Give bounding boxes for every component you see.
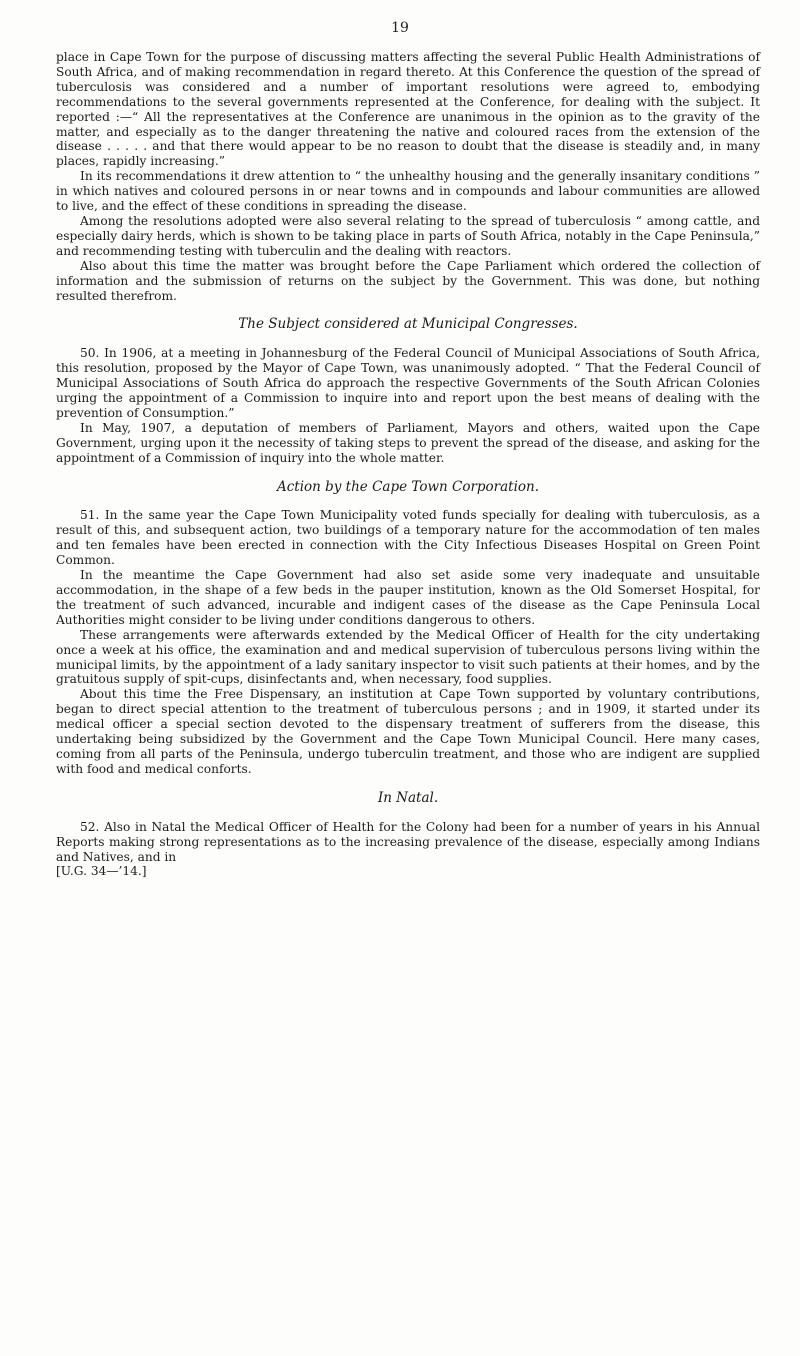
paragraph: About this time the Free Dispensary, an institution at Cape Town supported by voluntary contributions, began to direct special attention to the treatment of tuberculous persons ; and in 1909, it started under its medical officer a special section devoted to the dispensary treatment of sufferers from the disease, this undertaking being subsidized by the Government and the Cape Town Municipal Council. Here many cases, coming from all parts of the Peninsula, undergo tuberculin treatment, and those who are indigent are supplied with food and medical conforts. xyxy=(56,687,760,776)
paragraph: 51. In the same year the Cape Town Municipality voted funds specially for dealing with tuberculosis, as a result of this, and subsequent action, two buildings of a temporary nature for the accommodation of ten males and ten females have been erected in connection with the City Infectious Diseases Hospital on Green Point Common. xyxy=(56,508,760,568)
section-heading: In Natal. xyxy=(377,789,439,806)
section-heading: The Subject considered at Municipal Congresses. xyxy=(238,316,578,333)
section-heading: Action by the Cape Town Corporation. xyxy=(276,478,540,495)
paragraph: In its recommendations it drew attention to “ the unhealthy housing and the generally insanitary conditions ” in which natives and coloured persons in or near towns and in compounds and labour communities are allowed to live, and the effect of these conditions in spreading the disease. xyxy=(56,169,760,214)
paragraph: Among the resolutions adopted were also several relating to the spread of tuberculosis “ among cattle, and especially dairy herds, which is shown to be taking place in parts of South Africa, notably in the Cape Peninsula,” and recommending testing with tuberculin and the dealing with reactors. xyxy=(56,213,760,258)
document-reference: [U.G. 34—’14.] xyxy=(56,864,147,879)
paragraph: place in Cape Town for the purpose of discussing matters affecting the several Public Health Administrations of South Africa, and of making recommendation in regard thereto. At this Conference the question of the spread of tuberculosis was considered and a number of important resolutions were agreed to, embodying recommendations to the several governments represented at the Conference, for dealing with the subject. It reported :—“ All the representatives at the Conference are unanimous in the opinion as to the gravity of the matter, and especially as to the danger threatening the native and coloured races from the extension of the disease . . . . . and that there would appear to be no reason to doubt that the disease is steadily and, in many places, rapidly increasing.” xyxy=(56,50,760,169)
paragraph: In May, 1907, a deputation of members of Parliament, Mayors and others, waited upon the Cape Government, urging upon it the necessity of taking steps to prevent the spread of the disease, and asking for the appointment of a Commission of inquiry into the whole matter. xyxy=(56,420,760,465)
paragraph: 52. Also in Natal the Medical Officer of Health for the Colony had been for a number of years in his Annual Reports making strong representations as to the increasing prevalence of the disease, especially among Indians and Natives, and in xyxy=(56,819,760,864)
body-text xyxy=(56,50,760,879)
paragraph: These arrangements were afterwards extended by the Medical Officer of Health for the city undertaking once a week at his office, the examination and and medical supervision of tuberculous persons living within the municipal limits, by the appointment of a lady sanitary inspector to visit such patients at their homes, and by the gratuitous supply of spit-cups, disinfectants and, when necessary, food supplies. xyxy=(56,627,760,687)
paragraph: In the meantime the Cape Government had also set aside some very inadequate and unsuitable accommodation, in the shape of a few beds in the pauper institution, known as the Old Somerset Hospital, for the treatment of such advanced, incurable and indigent cases of the disease as the Cape Peninsula Local Authorities might consider to be living under conditions dangerous to others. xyxy=(56,568,760,627)
paragraph: Also about this time the matter was brought before the Cape Parliament which ordered the collection of information and the submission of returns on the subject by the Government. This was done, but nothing resulted therefrom. xyxy=(56,258,760,303)
paragraph: 50. In 1906, at a meeting in Johannesburg of the Federal Council of Municipal Associations of South Africa, this resolution, proposed by the Mayor of Cape Town, was unanimously adopted. “ That the Federal Council of Municipal Associations of South Africa do approach the respective Governments of the South African Colonies urging the appointment of a Commission to inquire into and report upon the best means of dealing with the prevention of Consumption.” xyxy=(56,346,760,420)
page-number: 19 xyxy=(391,20,409,36)
